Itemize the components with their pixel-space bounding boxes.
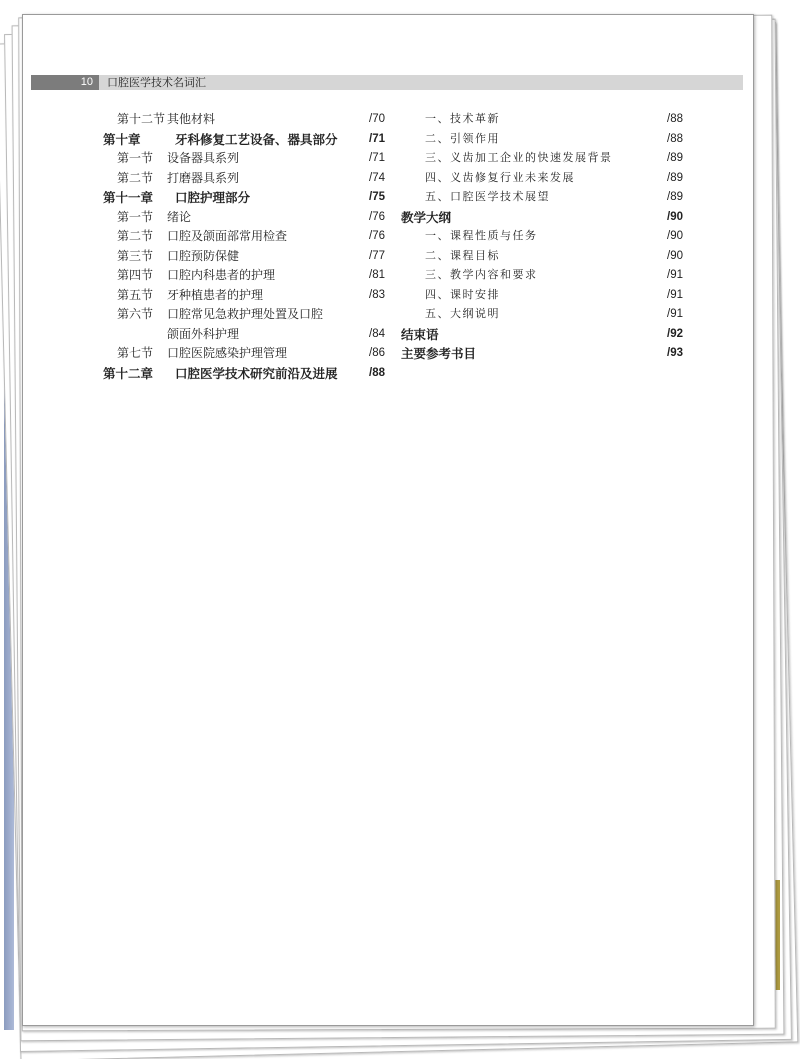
toc-entry-title: 牙种植患者的护理 <box>167 287 264 302</box>
toc-entry-page: /75 <box>369 191 385 203</box>
toc-entry-title: 四、课时安排 <box>425 288 500 301</box>
toc-entry <box>103 364 385 384</box>
toc-entry-label: 第四节 <box>117 268 154 282</box>
toc-entry-page: /88 <box>369 366 385 379</box>
toc-entry-label: 第一节 <box>117 151 154 165</box>
toc-entry-title: 口腔内科患者的护理 <box>167 268 276 282</box>
toc-entry <box>103 227 385 247</box>
header-page-number: 10 <box>31 75 99 90</box>
toc-entry-label: 第十一章 <box>103 190 154 205</box>
toc-entry <box>401 247 683 267</box>
toc-entry-page: /77 <box>369 249 385 262</box>
toc-entry-title: 牙科修复工艺设备、器具部分 <box>175 131 338 147</box>
toc-entry <box>401 325 683 345</box>
toc-entry-page: /92 <box>667 327 683 340</box>
toc-entry-title: 口腔医院感染护理管理 <box>167 346 288 360</box>
toc-entry-page: /88 <box>667 132 683 145</box>
toc-entry-title: 口腔医学技术研究前沿及进展 <box>175 365 338 381</box>
toc-entry-page: /89 <box>667 152 683 164</box>
toc-entry-label: 第二节 <box>117 229 154 243</box>
toc-entry-page: /88 <box>667 113 683 125</box>
toc-entry <box>103 130 385 150</box>
toc-entry-page: /74 <box>369 171 385 184</box>
toc-entry-title: 三、义齿加工企业的快速发展背景 <box>425 152 613 164</box>
toc-entry <box>103 188 385 208</box>
toc-entry <box>103 305 385 325</box>
toc-entry <box>401 266 683 286</box>
toc-entry-page: /76 <box>369 230 385 242</box>
toc-entry <box>401 344 683 364</box>
toc-entry-title: 口腔常见急救护理处置及口腔 <box>167 307 324 321</box>
toc-entry <box>103 344 385 364</box>
toc-entry-page: /76 <box>369 210 385 223</box>
toc-entry <box>401 305 683 325</box>
toc-entry-label: 第十二章 <box>103 365 154 381</box>
toc-entry <box>401 188 683 208</box>
toc-entry-page: /90 <box>667 249 683 262</box>
toc-entry-title: 四、义齿修复行业未来发展 <box>425 171 575 184</box>
toc-entry-title: 二、引领作用 <box>425 132 500 145</box>
toc-entry <box>103 110 385 130</box>
toc-entry-page: /90 <box>667 210 683 223</box>
toc-entry-title: 五、口腔医学技术展望 <box>425 191 550 203</box>
toc-entry <box>401 149 683 169</box>
toc-entry <box>103 247 385 267</box>
toc-entry-page: /71 <box>369 132 385 145</box>
toc-entry-label: 第五节 <box>117 287 154 302</box>
toc-entry-label: 第十章 <box>103 131 141 147</box>
toc-entry-page: /90 <box>667 230 683 242</box>
toc-entry-title: 二、课程目标 <box>425 249 500 262</box>
toc-entry <box>103 149 385 169</box>
toc-entry-label: 第六节 <box>117 307 154 321</box>
toc-entry-title: 三、教学内容和要求 <box>425 269 538 281</box>
header-book-title: 口腔医学技术名词汇 <box>107 76 206 89</box>
toc-entry-label: 第七节 <box>117 346 154 360</box>
toc-entry-title: 教学大纲 <box>401 209 452 225</box>
toc-entry-title: 口腔护理部分 <box>175 190 251 205</box>
toc-entry <box>103 169 385 189</box>
toc-entry-title: 打磨器具系列 <box>167 170 240 185</box>
toc-left-column <box>103 110 385 383</box>
toc-entry-page: /89 <box>667 171 683 184</box>
toc-entry-page: /89 <box>667 191 683 203</box>
toc-entry-page: /81 <box>369 269 385 281</box>
toc-entry-title: 绪论 <box>167 209 192 224</box>
toc-entry-title: 五、大纲说明 <box>425 308 500 320</box>
toc-entry <box>103 325 385 345</box>
toc-entry-label: 第一节 <box>117 209 154 224</box>
toc-entry-page: /83 <box>369 288 385 301</box>
toc-entry <box>401 130 683 150</box>
toc-entry-title: 设备器具系列 <box>167 151 240 165</box>
toc-entry-title: 颌面外科护理 <box>167 326 240 341</box>
toc-entry <box>401 169 683 189</box>
toc-entry-label: 第二节 <box>117 170 154 185</box>
toc-entry-page: /71 <box>369 152 385 164</box>
toc-entry-page: /84 <box>369 327 385 340</box>
toc-entry-title: 口腔预防保健 <box>167 248 240 263</box>
toc-entry-title: 一、课程性质与任务 <box>425 230 538 242</box>
toc-entry-page: /93 <box>667 347 683 359</box>
toc-entry <box>103 266 385 286</box>
toc-entry <box>401 227 683 247</box>
toc-entry-page: /86 <box>369 347 385 359</box>
toc-entry-page: /70 <box>369 113 385 125</box>
toc-entry-title: 一、技术革新 <box>425 113 500 125</box>
toc-entry <box>103 286 385 306</box>
toc-entry-title: 其他材料 <box>167 112 216 126</box>
toc-entry-title: 口腔及颌面部常用检查 <box>167 229 288 243</box>
toc-entry-title: 结束语 <box>401 326 439 342</box>
toc-entry <box>103 208 385 228</box>
toc-entry-label: 第三节 <box>117 248 154 263</box>
toc-entry <box>401 208 683 228</box>
toc-entry <box>401 110 683 130</box>
toc-entry-title: 主要参考书目 <box>401 346 477 361</box>
toc-page <box>22 14 754 1026</box>
toc-entry-page: /91 <box>667 269 683 281</box>
running-header <box>31 75 743 90</box>
toc-entry-label: 第十二节 <box>117 112 166 126</box>
toc-entry <box>401 286 683 306</box>
toc-entry-page: /91 <box>667 288 683 301</box>
toc-right-column <box>401 110 683 364</box>
toc-entry-page: /91 <box>667 308 683 320</box>
